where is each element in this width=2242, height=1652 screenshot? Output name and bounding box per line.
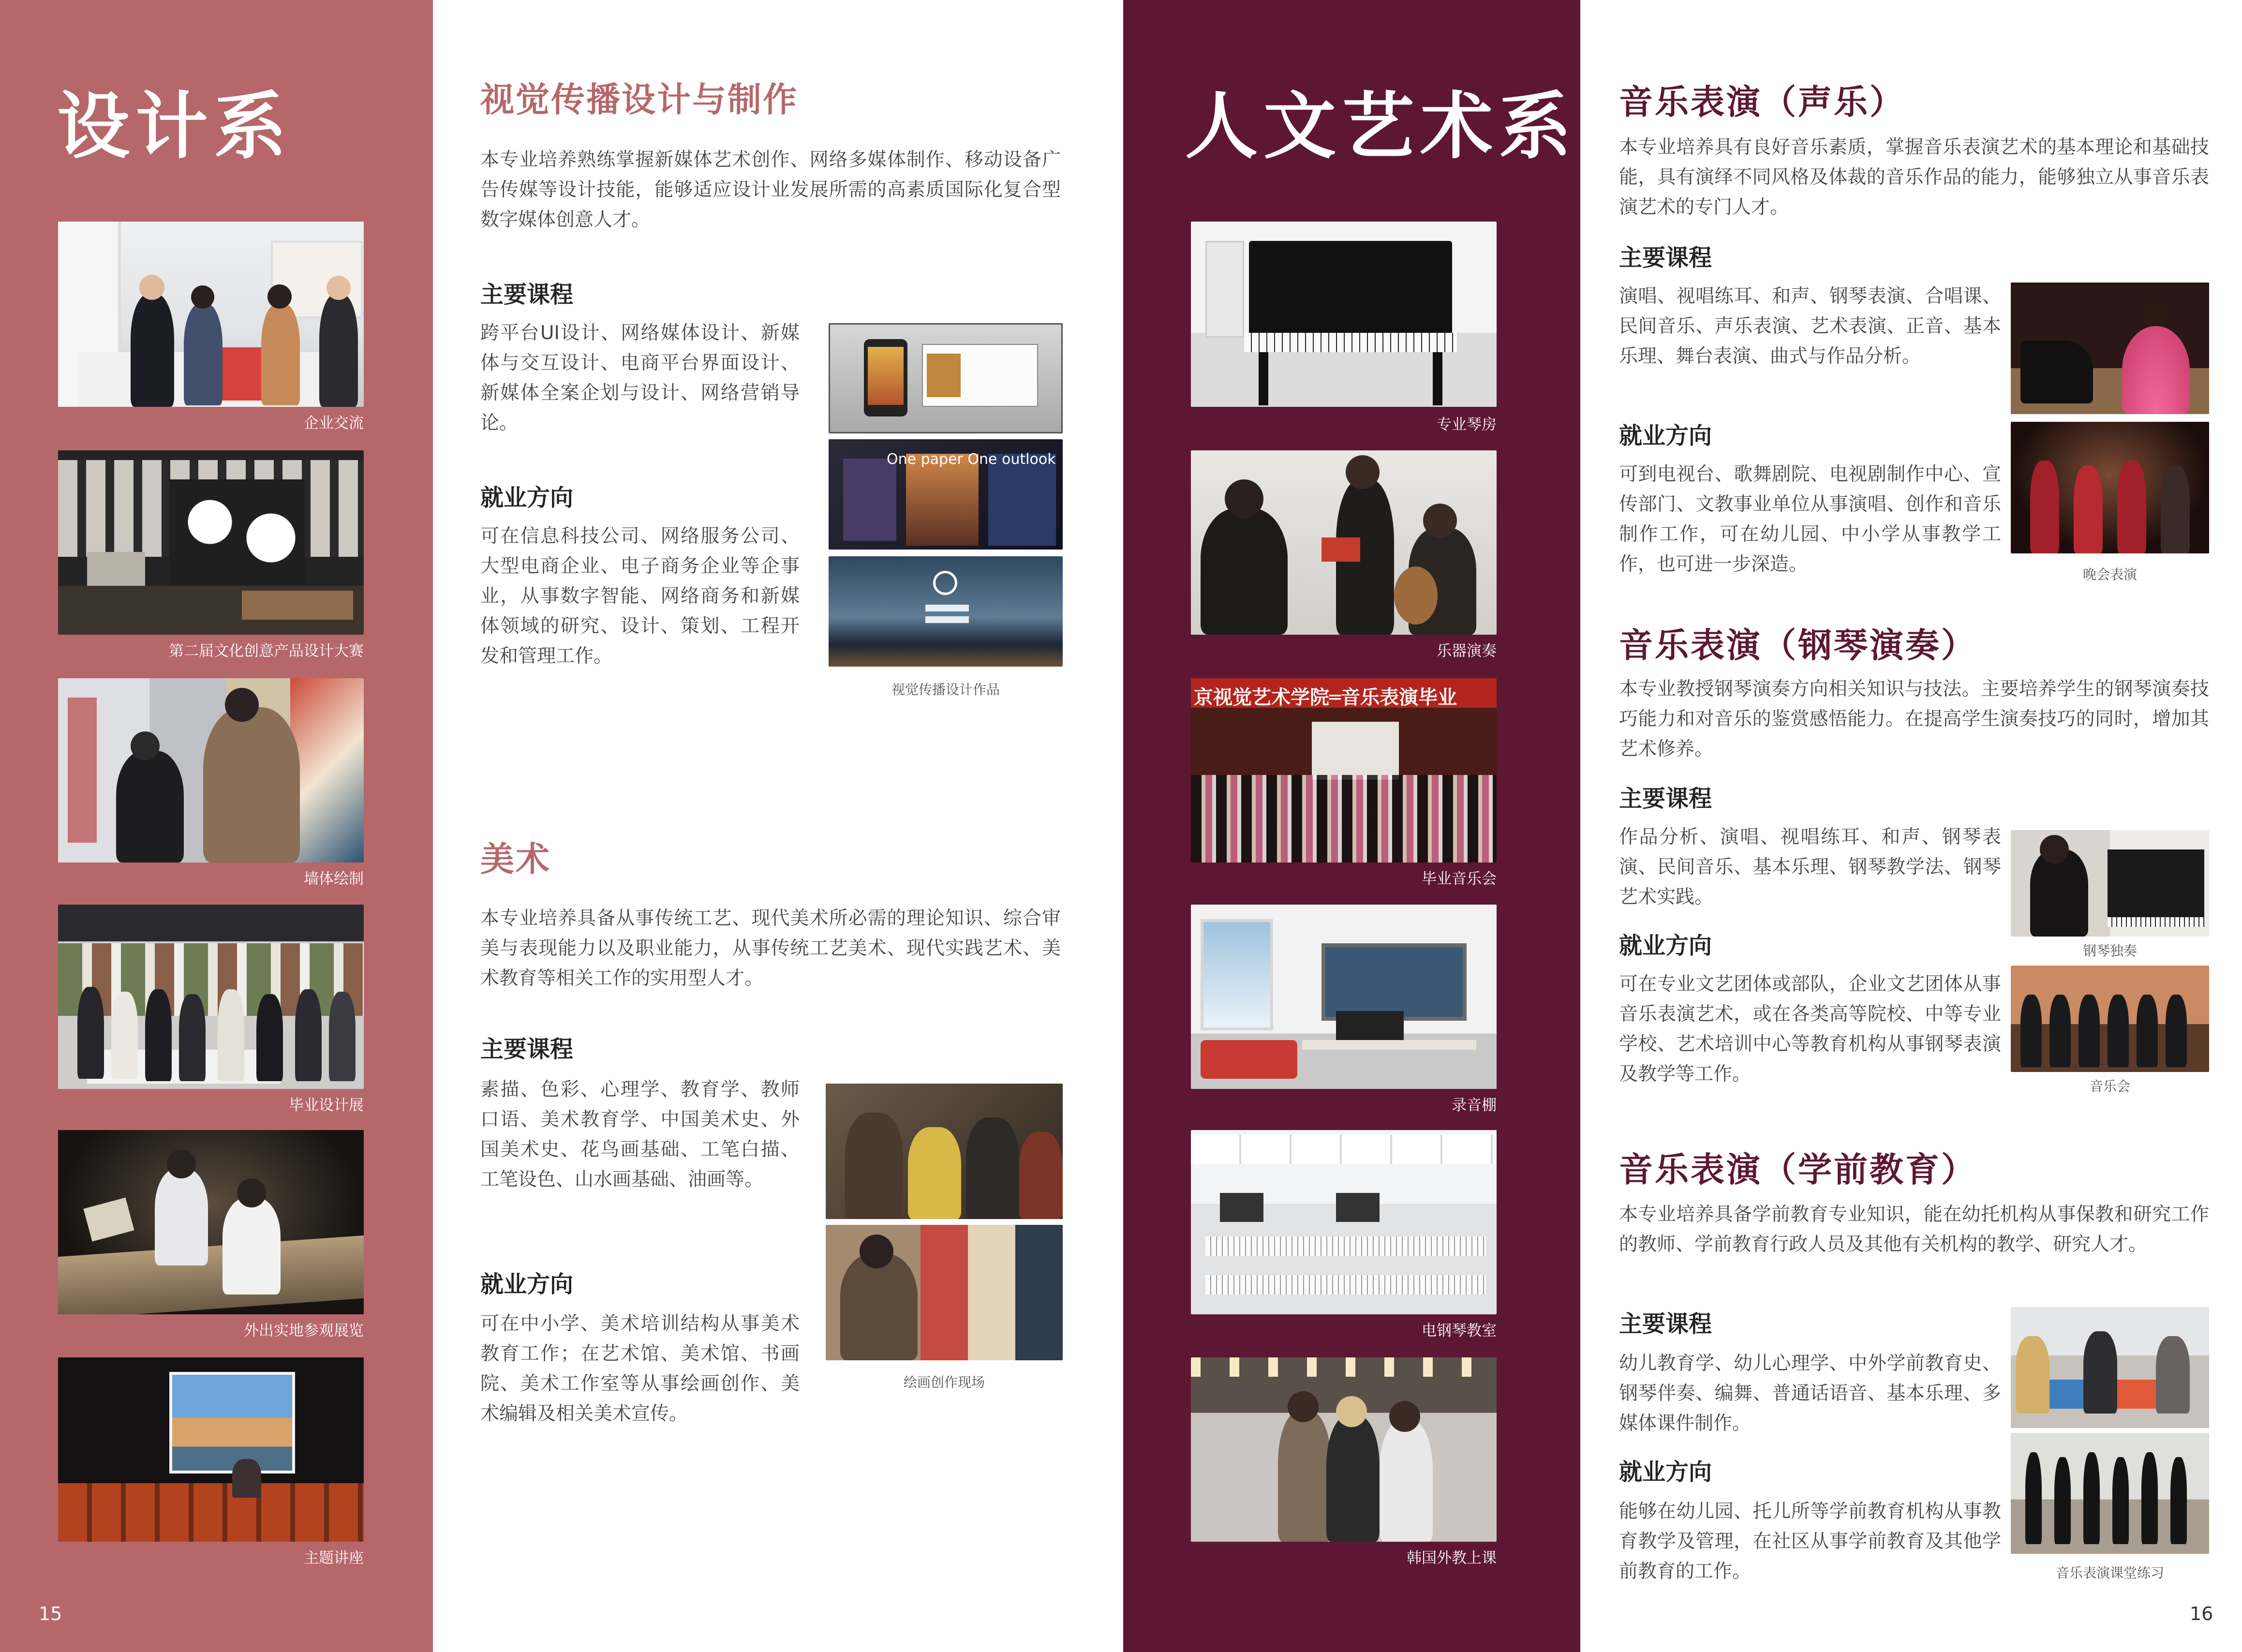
major-intro-preschool: 本专业培养具备学前教育专业知识，能在幼托机构从事保教和研究工作的教师、学前教育行政人员及其他有关机构的教学、研究人才。 — [1619, 1204, 2209, 1255]
courses-heading: 主要课程 — [480, 1036, 574, 1063]
courses-text: 素描、色彩、心理学、教育学、教师口语、美术教育学、中国美术史、外国美术史、花鸟画基础、工笔白描、工笔设色、山水画基础、油画等。 — [480, 1079, 800, 1191]
courses-heading: 主要课程 — [1619, 244, 1712, 271]
photo-caption: 墙体绘制 — [304, 870, 364, 888]
photo-recording-studio — [1191, 905, 1497, 1089]
design-dept-sidebar — [0, 0, 433, 1652]
photo-caption: 外出实地参观展览 — [244, 1322, 364, 1339]
design-work-caption: 视觉传播设计作品 — [891, 682, 1000, 698]
page-number-right: 16 — [2190, 1603, 2213, 1624]
career-text: 能够在幼儿园、托儿所等学前教育机构从事教育教学及管理，在社区从事学前教育及其他学前教育的工作。 — [1619, 1501, 2001, 1582]
design-dept-title: 设计系 — [57, 85, 293, 169]
piano-photo-caption: 音乐会 — [2089, 1078, 2130, 1094]
photo-caption: 毕业设计展 — [289, 1097, 364, 1114]
preschool-photo-dance — [2011, 1433, 2209, 1554]
photo-caption: 企业交流 — [304, 415, 364, 432]
photo-caption: 第二届文化创意产品设计大赛 — [169, 642, 364, 660]
photo-instrument-performance — [1191, 450, 1497, 635]
photo-digital-piano-classroom — [1191, 1130, 1497, 1314]
career-heading: 就业方向 — [1619, 422, 1712, 449]
career-text: 可到电视台、歌舞剧院、电视剧制作中心、宣传部门、文教事业单位从事演唱、创作和音乐制作工作，可在幼儿园、中小学从事教学工作，也可进一步深造。 — [1619, 463, 2001, 575]
screen-text: One paper One outlook — [887, 451, 1056, 468]
art-photo-painting-1 — [826, 1084, 1063, 1219]
courses-text: 幼儿教育学、幼儿心理学、中外学前教育史、钢琴伴奏、编舞、普通话语音、基本乐理、多媒体课件制作。 — [1619, 1353, 2001, 1434]
preschool-photo-caption: 音乐表演课堂练习 — [2055, 1565, 2164, 1581]
career-heading: 就业方向 — [1619, 1459, 1712, 1486]
preschool-photo-class — [2011, 1307, 2209, 1428]
concert-banner-text: 京视觉艺术学院═音乐表演毕业 — [1194, 686, 1457, 709]
photo-design-contest — [58, 450, 364, 635]
career-heading: 就业方向 — [1619, 932, 1712, 959]
piano-photo-caption: 钢琴独奏 — [2082, 943, 2137, 959]
photo-caption: 专业琴房 — [1437, 416, 1497, 433]
courses-text: 演唱、视唱练耳、和声、钢琴表演、合唱课、民间音乐、声乐表演、艺术表演、正音、基本乐理、舞台表演、曲式与作品分析。 — [1619, 285, 2001, 367]
major-title-art: 美术 — [480, 839, 551, 879]
vocal-photo-evening-show — [2011, 422, 2209, 553]
major-intro-art: 本专业培养具备从事传统工艺、现代美术所必需的理论知识、综合审美与表现能力以及职业能力，从事传统工艺美术、现代实践艺术、美术教育等相关工作的实用型人才。 — [480, 908, 1061, 989]
courses-heading: 主要课程 — [480, 281, 574, 308]
photo-caption: 乐器演奏 — [1437, 642, 1497, 660]
piano-photo-concert — [2011, 966, 2209, 1072]
courses-text: 跨平台UI设计、网络媒体设计、新媒体与交互设计、电商平台界面设计、新媒体全案企划与设计、网络营销导论。 — [480, 322, 800, 434]
photo-theme-lecture — [58, 1357, 364, 1542]
art-photo-painting-2 — [826, 1225, 1063, 1360]
photo-wall-painting — [58, 678, 364, 863]
photo-caption: 主题讲座 — [304, 1549, 364, 1567]
career-heading: 就业方向 — [480, 484, 574, 511]
photo-caption: 电钢琴教室 — [1422, 1322, 1497, 1339]
music-majors-panel — [1580, 0, 2242, 1652]
vocal-photo-caption: 晚会表演 — [2082, 566, 2137, 582]
major-title-visual: 视觉传播设计与制作 — [480, 80, 798, 119]
photo-caption: 录音棚 — [1452, 1097, 1497, 1114]
major-intro-piano: 本专业教授钢琴演奏方向相关知识与技法。主要培养学生的钢琴演奏技巧能力和对音乐的鉴赏感悟能力。在提高学生演奏技巧的同时，增加其艺术修养。 — [1619, 678, 2209, 760]
piano-photo-solo — [2011, 830, 2209, 937]
page-number-left: 15 — [39, 1603, 62, 1624]
career-text: 可在信息科技公司、网络服务公司、大型电商企业、电子商务企业等企事业，从事数字智能、网络商务和新媒体领域的研究、设计、策划、工程开发和管理工作。 — [480, 525, 800, 667]
photo-caption: 韩国外教上课 — [1407, 1549, 1497, 1567]
courses-heading: 主要课程 — [1619, 1310, 1712, 1338]
photo-piano-room — [1191, 222, 1497, 407]
vocal-photo-singer — [2011, 283, 2209, 414]
photo-field-visit — [58, 1130, 364, 1314]
photo-graduation-concert — [1191, 678, 1497, 863]
career-text: 可在专业文艺团体或部队，企业文艺团体从事音乐表演艺术，或在各类高等院校、中等专业学校、艺术培训中心等教育机构从事钢琴表演及教学等工作。 — [1619, 973, 2001, 1085]
photo-caption: 毕业音乐会 — [1422, 870, 1497, 888]
major-intro-visual: 本专业培养熟练掌握新媒体艺术创作、网络多媒体制作、移动设备广告传媒等设计技能，能够适应设计业发展所需的高素质国际化复合型数字媒体创意人才。 — [480, 149, 1061, 231]
photo-graduation-exhibition — [58, 905, 364, 1089]
major-title-vocal: 音乐表演（声乐） — [1619, 82, 1905, 122]
humanities-dept-title: 人文艺术系 — [1185, 85, 1577, 169]
major-title-piano: 音乐表演（钢琴演奏） — [1619, 625, 1977, 665]
major-title-preschool: 音乐表演（学前教育） — [1619, 1150, 1977, 1190]
courses-text: 作品分析、演唱、视唱练耳、和声、钢琴表演、民间音乐、基本乐理、钢琴教学法、钢琴艺术实践。 — [1619, 826, 2001, 908]
humanities-dept-sidebar — [1123, 0, 1580, 1652]
art-photo-caption: 绘画创作现场 — [903, 1374, 985, 1390]
design-work-login — [829, 556, 1063, 667]
photo-corporate-exchange — [58, 222, 364, 407]
courses-heading: 主要课程 — [1619, 785, 1712, 812]
career-heading: 就业方向 — [480, 1271, 574, 1298]
design-majors-panel — [433, 0, 1123, 1652]
design-work-tablet — [829, 439, 1063, 550]
design-work-app — [829, 323, 1063, 433]
major-intro-vocal: 本专业培养具有良好音乐素质，掌握音乐表演艺术的基本理论和基础技能，具有演绎不同风格及体裁的音乐作品的能力，能够独立从事音乐表演艺术的专门人才。 — [1619, 136, 2209, 218]
career-text: 可在中小学、美术培训结构从事美术教育工作；在艺术馆、美术馆、书画院、美术工作室等从事绘画创作、美术编辑及相关美术宣传。 — [480, 1313, 800, 1425]
photo-korean-teacher-class — [1191, 1357, 1497, 1542]
